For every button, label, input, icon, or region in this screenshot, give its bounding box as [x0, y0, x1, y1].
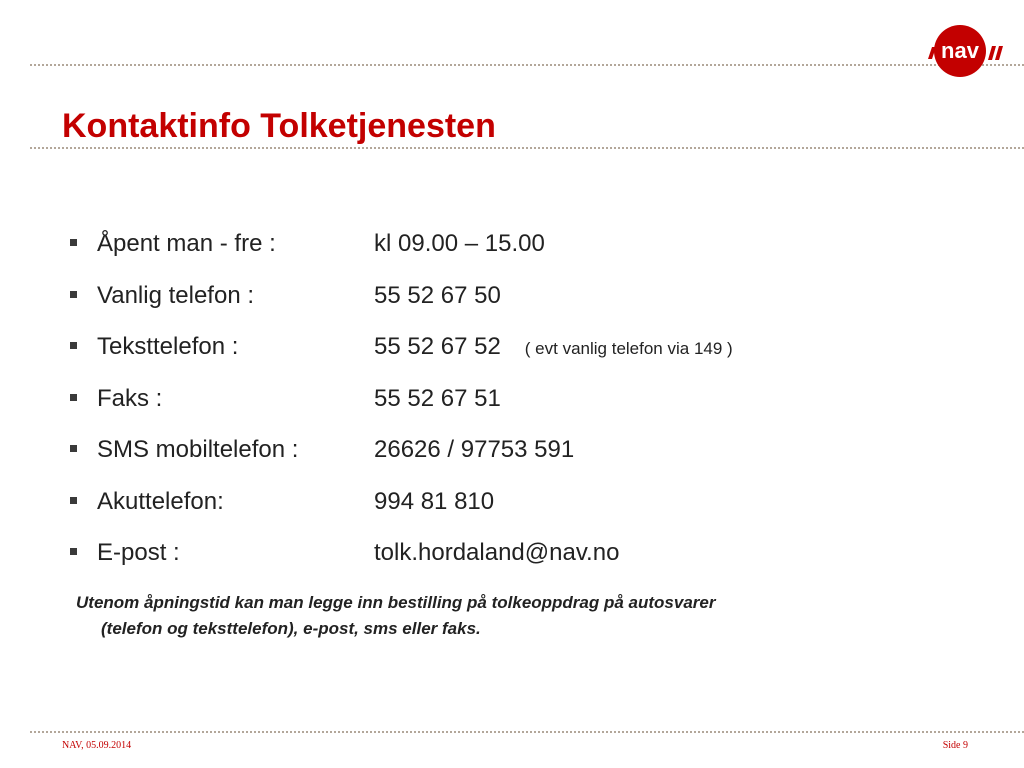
contact-value: 55 52 67 51 — [374, 384, 501, 412]
email-link[interactable]: tolk.hordaland@nav.no — [374, 539, 620, 566]
bullet-icon — [70, 342, 77, 349]
contact-label: Faks : — [97, 384, 163, 412]
top-dotted-divider — [30, 64, 1024, 66]
note-line-1: Utenom åpningstid kan man legge inn bestilling på tolkeoppdrag på autosvarer — [76, 593, 716, 612]
bullet-icon — [70, 445, 77, 452]
nav-logo-text: nav — [941, 38, 979, 63]
footer-date: NAV, 05.09.2014 — [62, 740, 132, 751]
contact-row-sms — [70, 436, 733, 488]
contact-label: Akuttelefon: — [97, 487, 224, 515]
contact-row-text-phone — [70, 333, 733, 385]
contact-value: 26626 / 97753 591 — [374, 436, 575, 463]
nav-logo-icon — [924, 22, 1006, 80]
note-line-2: (telefon og teksttelefon), e-post, sms eller faks. — [101, 619, 481, 638]
bullet-icon — [70, 394, 77, 401]
bullet-icon — [70, 497, 77, 504]
bullet-icon — [70, 239, 77, 246]
contact-list — [70, 230, 733, 591]
contact-label: Teksttelefon : — [97, 333, 239, 360]
contact-note: ( evt vanlig telefon via 149 ) — [524, 339, 733, 358]
contact-label: Åpent man - fre : — [97, 230, 276, 257]
footer-dotted-divider — [30, 731, 1024, 733]
bullet-icon — [70, 291, 77, 298]
title-dotted-divider — [30, 147, 1024, 149]
contact-row-opening-hours — [70, 230, 733, 282]
contact-value: 994 81 810 — [374, 487, 495, 515]
contact-value: 55 52 67 50 — [374, 281, 501, 309]
contact-value: 55 52 67 52 — [374, 333, 501, 360]
contact-label: SMS mobiltelefon : — [97, 436, 299, 463]
contact-label: E-post : — [97, 539, 180, 566]
after-hours-note — [76, 590, 916, 642]
contact-row-emergency-phone — [70, 488, 733, 540]
page-number: Side 9 — [942, 740, 968, 751]
contact-value: kl 09.00 – 15.00 — [374, 230, 545, 257]
contact-label: Vanlig telefon : — [97, 281, 254, 309]
contact-row-email — [70, 539, 733, 591]
contact-row-phone — [70, 282, 733, 334]
bullet-icon — [70, 548, 77, 555]
page-title: Kontaktinfo Tolketjenesten — [62, 107, 496, 145]
contact-row-fax — [70, 385, 733, 437]
